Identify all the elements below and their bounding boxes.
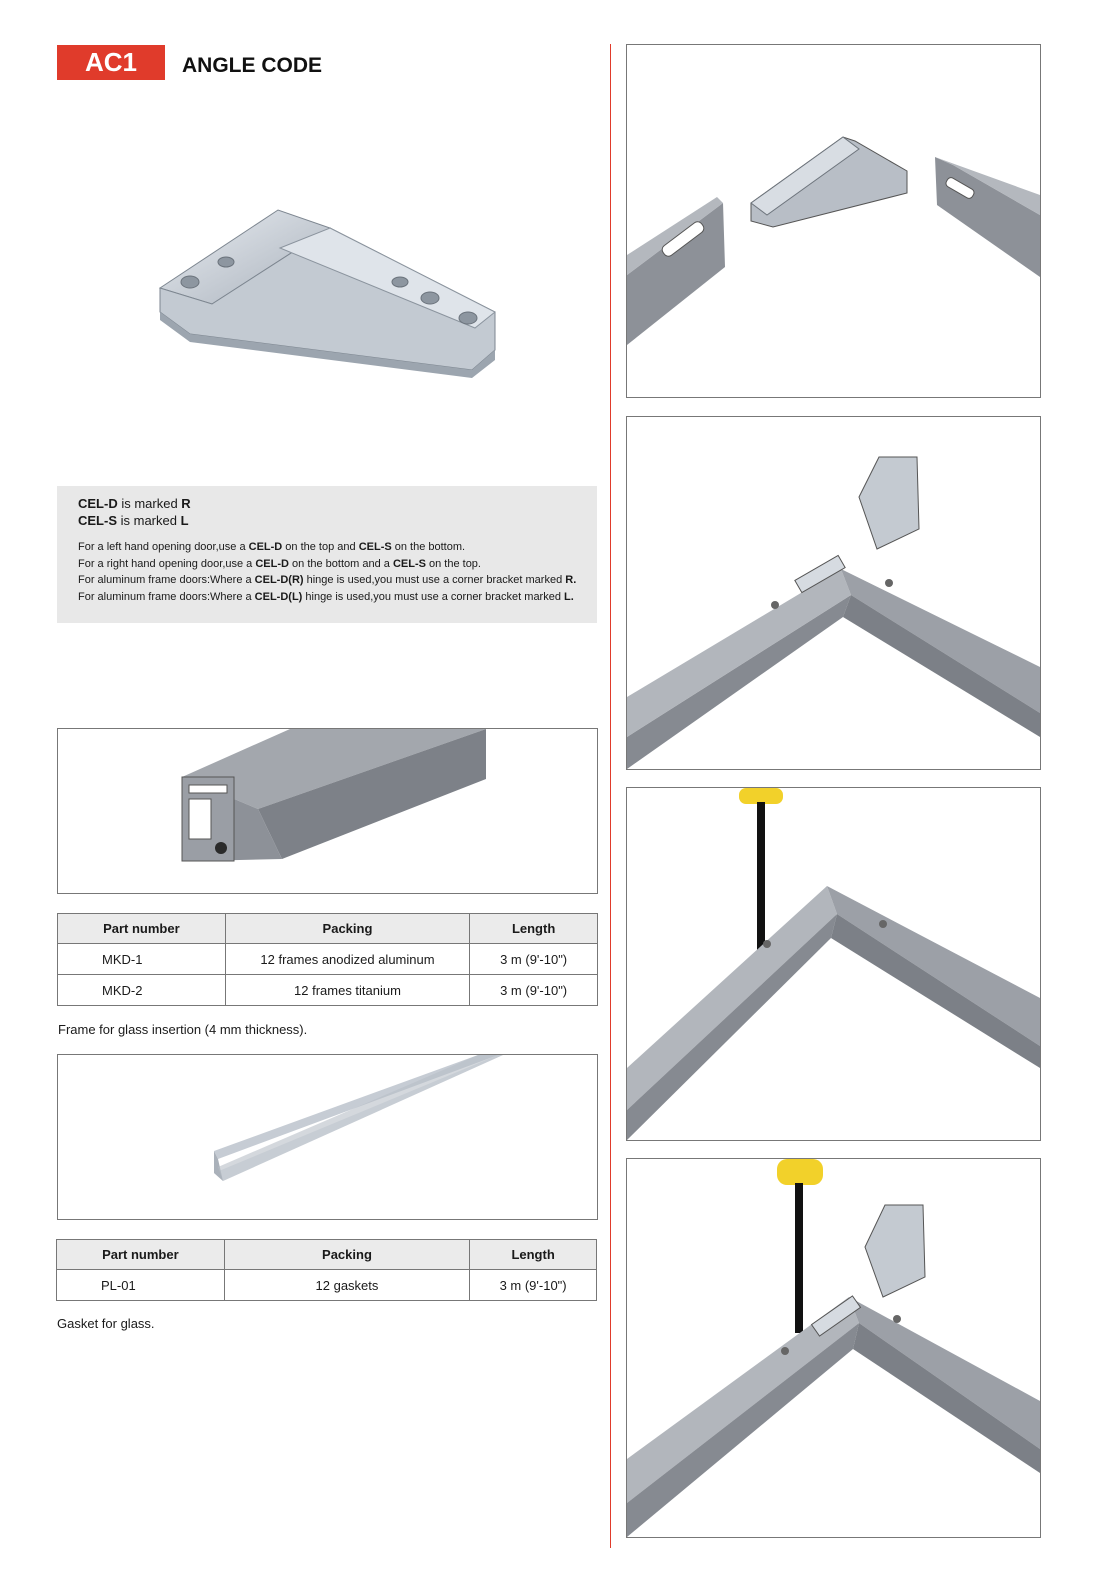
table-header-row [58,914,598,944]
note-line: For aluminum frame doors:Where a CEL-D(L) hinge is used,you must use a corner bracket marked L. [78,590,574,603]
column-header: Packing [225,914,469,944]
note-line: For a left hand opening door,use a CEL-D on the top and CEL-S on the bottom. [78,541,466,553]
frames-caption: Frame for glass insertion (4 mm thickness). [58,1022,308,1037]
table-row [57,1270,597,1301]
table-cell: PL-01 [57,1270,225,1301]
column-header: Part number [58,914,226,944]
note-line: For aluminum frame doors:Where a CEL-D(R) hinge is used,you must use a corner bracket marked R. [78,574,577,586]
table-cell: 12 gaskets [224,1270,469,1301]
table-header-row [57,1240,597,1270]
table-cell: 3 m (9'-10") [470,1270,597,1301]
step-3-image [626,787,1041,1141]
step-1-image [626,44,1041,398]
gaskets-table [56,1239,597,1301]
gasket-image [57,1054,598,1220]
notes-lines [78,539,576,605]
frame-profile-image [57,728,598,894]
table-cell: 3 m (9'-10") [470,975,598,1006]
vertical-divider [610,44,611,1548]
table-row [58,975,598,1006]
table-cell: MKD-2 [58,975,226,1006]
column-header: Packing [224,1240,469,1270]
column-header: Length [470,914,598,944]
note-heading: CEL-S is marked L [78,513,189,528]
gaskets-caption: Gasket for glass. [57,1316,155,1331]
frames-table [57,913,598,1006]
notes-headings [78,495,191,529]
table-cell: MKD-1 [58,944,226,975]
notes-box [57,486,597,623]
table-cell: 3 m (9'-10") [470,944,598,975]
step-2-image [626,416,1041,770]
code-badge: AC1 [57,45,165,80]
table-row [58,944,598,975]
table-cell: 12 frames titanium [225,975,469,1006]
note-line: For a right hand opening door,use a CEL-D on the bottom and a CEL-S on the top. [78,557,481,570]
page-title: ANGLE CODE [182,54,323,77]
angle-bracket-image [150,200,510,380]
column-header: Length [470,1240,597,1270]
column-header: Part number [57,1240,225,1270]
table-cell: 12 frames anodized aluminum [225,944,469,975]
step-4-image [626,1158,1041,1538]
note-heading: CEL-D is marked R [78,496,191,511]
